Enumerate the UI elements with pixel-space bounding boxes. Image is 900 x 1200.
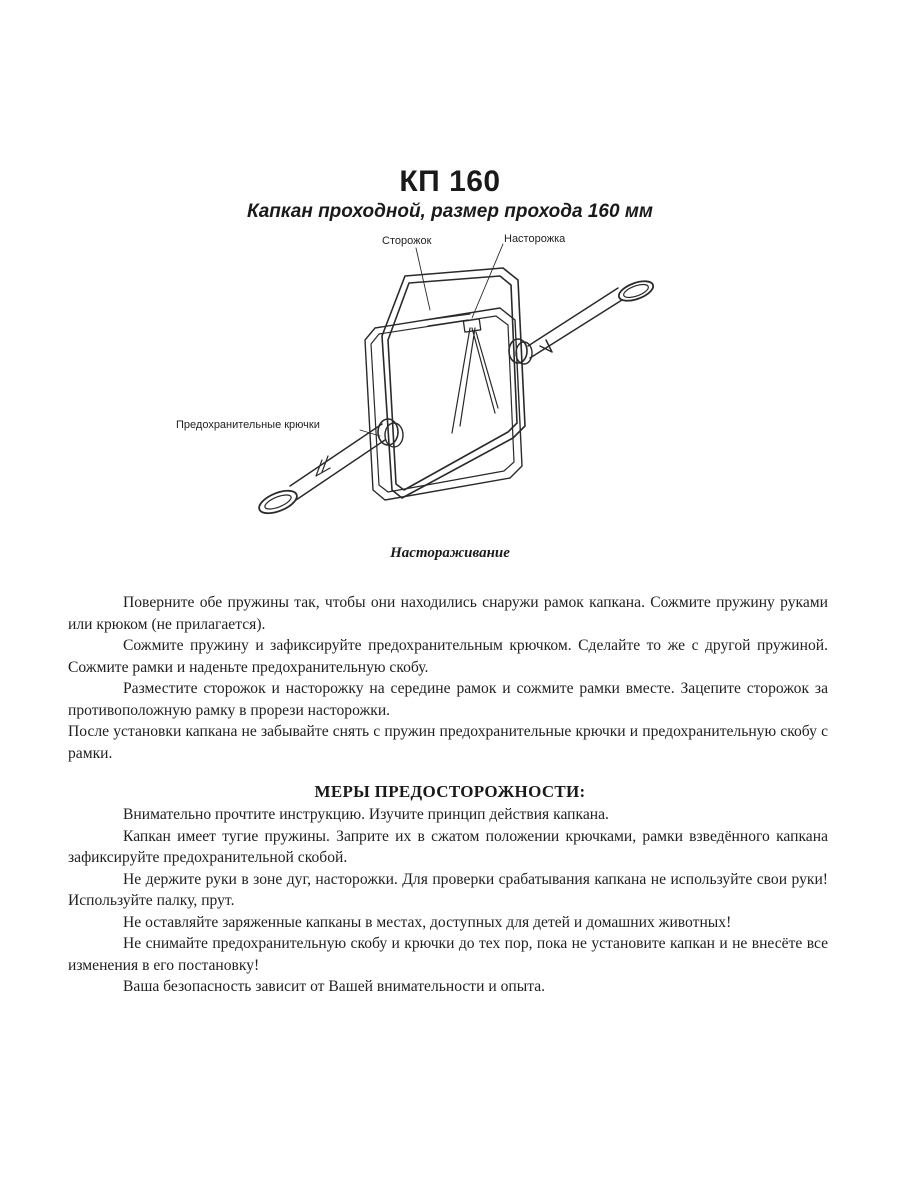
callout-trigger: Насторожка [504, 233, 566, 245]
safety-precautions [68, 804, 828, 998]
safety-paragraph: Не держите руки в зоне дуг, насторожки. Для проверки срабатывания капкана не используйте свои руки! Используйте палку, прут. [68, 870, 828, 909]
safety-paragraph: Не оставляйте заряженные капканы в местах, доступных для детей и домашних животных! [123, 913, 732, 931]
callout-line-guard [416, 248, 430, 310]
safety-paragraph: Не снимайте предохранительную скобу и крючки до тех пор, пока не установите капкан и не внесёте все изменения в его постановку! [68, 935, 828, 974]
safety-heading: МЕРЫ ПРЕДОСТОРОЖНОСТИ: [314, 782, 586, 801]
setting-paragraph: После установки капкана не забывайте снять с пружин предохранительные крючки и предохранительную скобу с рамки. [68, 723, 828, 762]
setting-instructions [68, 592, 828, 764]
callout-line-trigger [472, 244, 503, 318]
safety-paragraph: Внимательно прочтите инструкцию. Изучите принцип действия капкана. [123, 806, 609, 823]
safety-paragraph: Капкан имеет тугие пружины. Заприте их в сжатом положении крючками, рамки взведённого капкана зафиксируйте предохранительной скобой. [68, 827, 828, 866]
back-frame [382, 268, 525, 498]
trap-illustration [170, 228, 670, 528]
setting-paragraph: Разместите сторожок и насторожку на середине рамок и сожмите рамки вместе. Зацепите сторожок за противоположную рамку в прорези насторожки. [68, 680, 828, 719]
setting-paragraph: Поверните обе пружины так, чтобы они находились снаружи рамок капкана. Сожмите пружину руками или крюком (не прилагается). [68, 594, 828, 633]
document-subtitle: Капкан проходной, размер прохода 160 мм [247, 201, 653, 222]
setting-heading: Настораживание [390, 545, 510, 561]
callout-safety-hooks: Предохранительные крючки [176, 419, 320, 431]
right-spring [528, 288, 622, 358]
safety-paragraph: Ваша безопасность зависит от Вашей внимательности и опыта. [123, 978, 546, 995]
setting-paragraph: Сожмите пружину и зафиксируйте предохранительным крючком. Сделайте то же с другой пружиной. Сожмите рамки и наденьте предохранительную скобу. [68, 637, 828, 676]
trigger-rod [452, 328, 498, 433]
document-title: КП 160 [399, 165, 501, 198]
callout-guard: Сторожок [382, 235, 432, 247]
